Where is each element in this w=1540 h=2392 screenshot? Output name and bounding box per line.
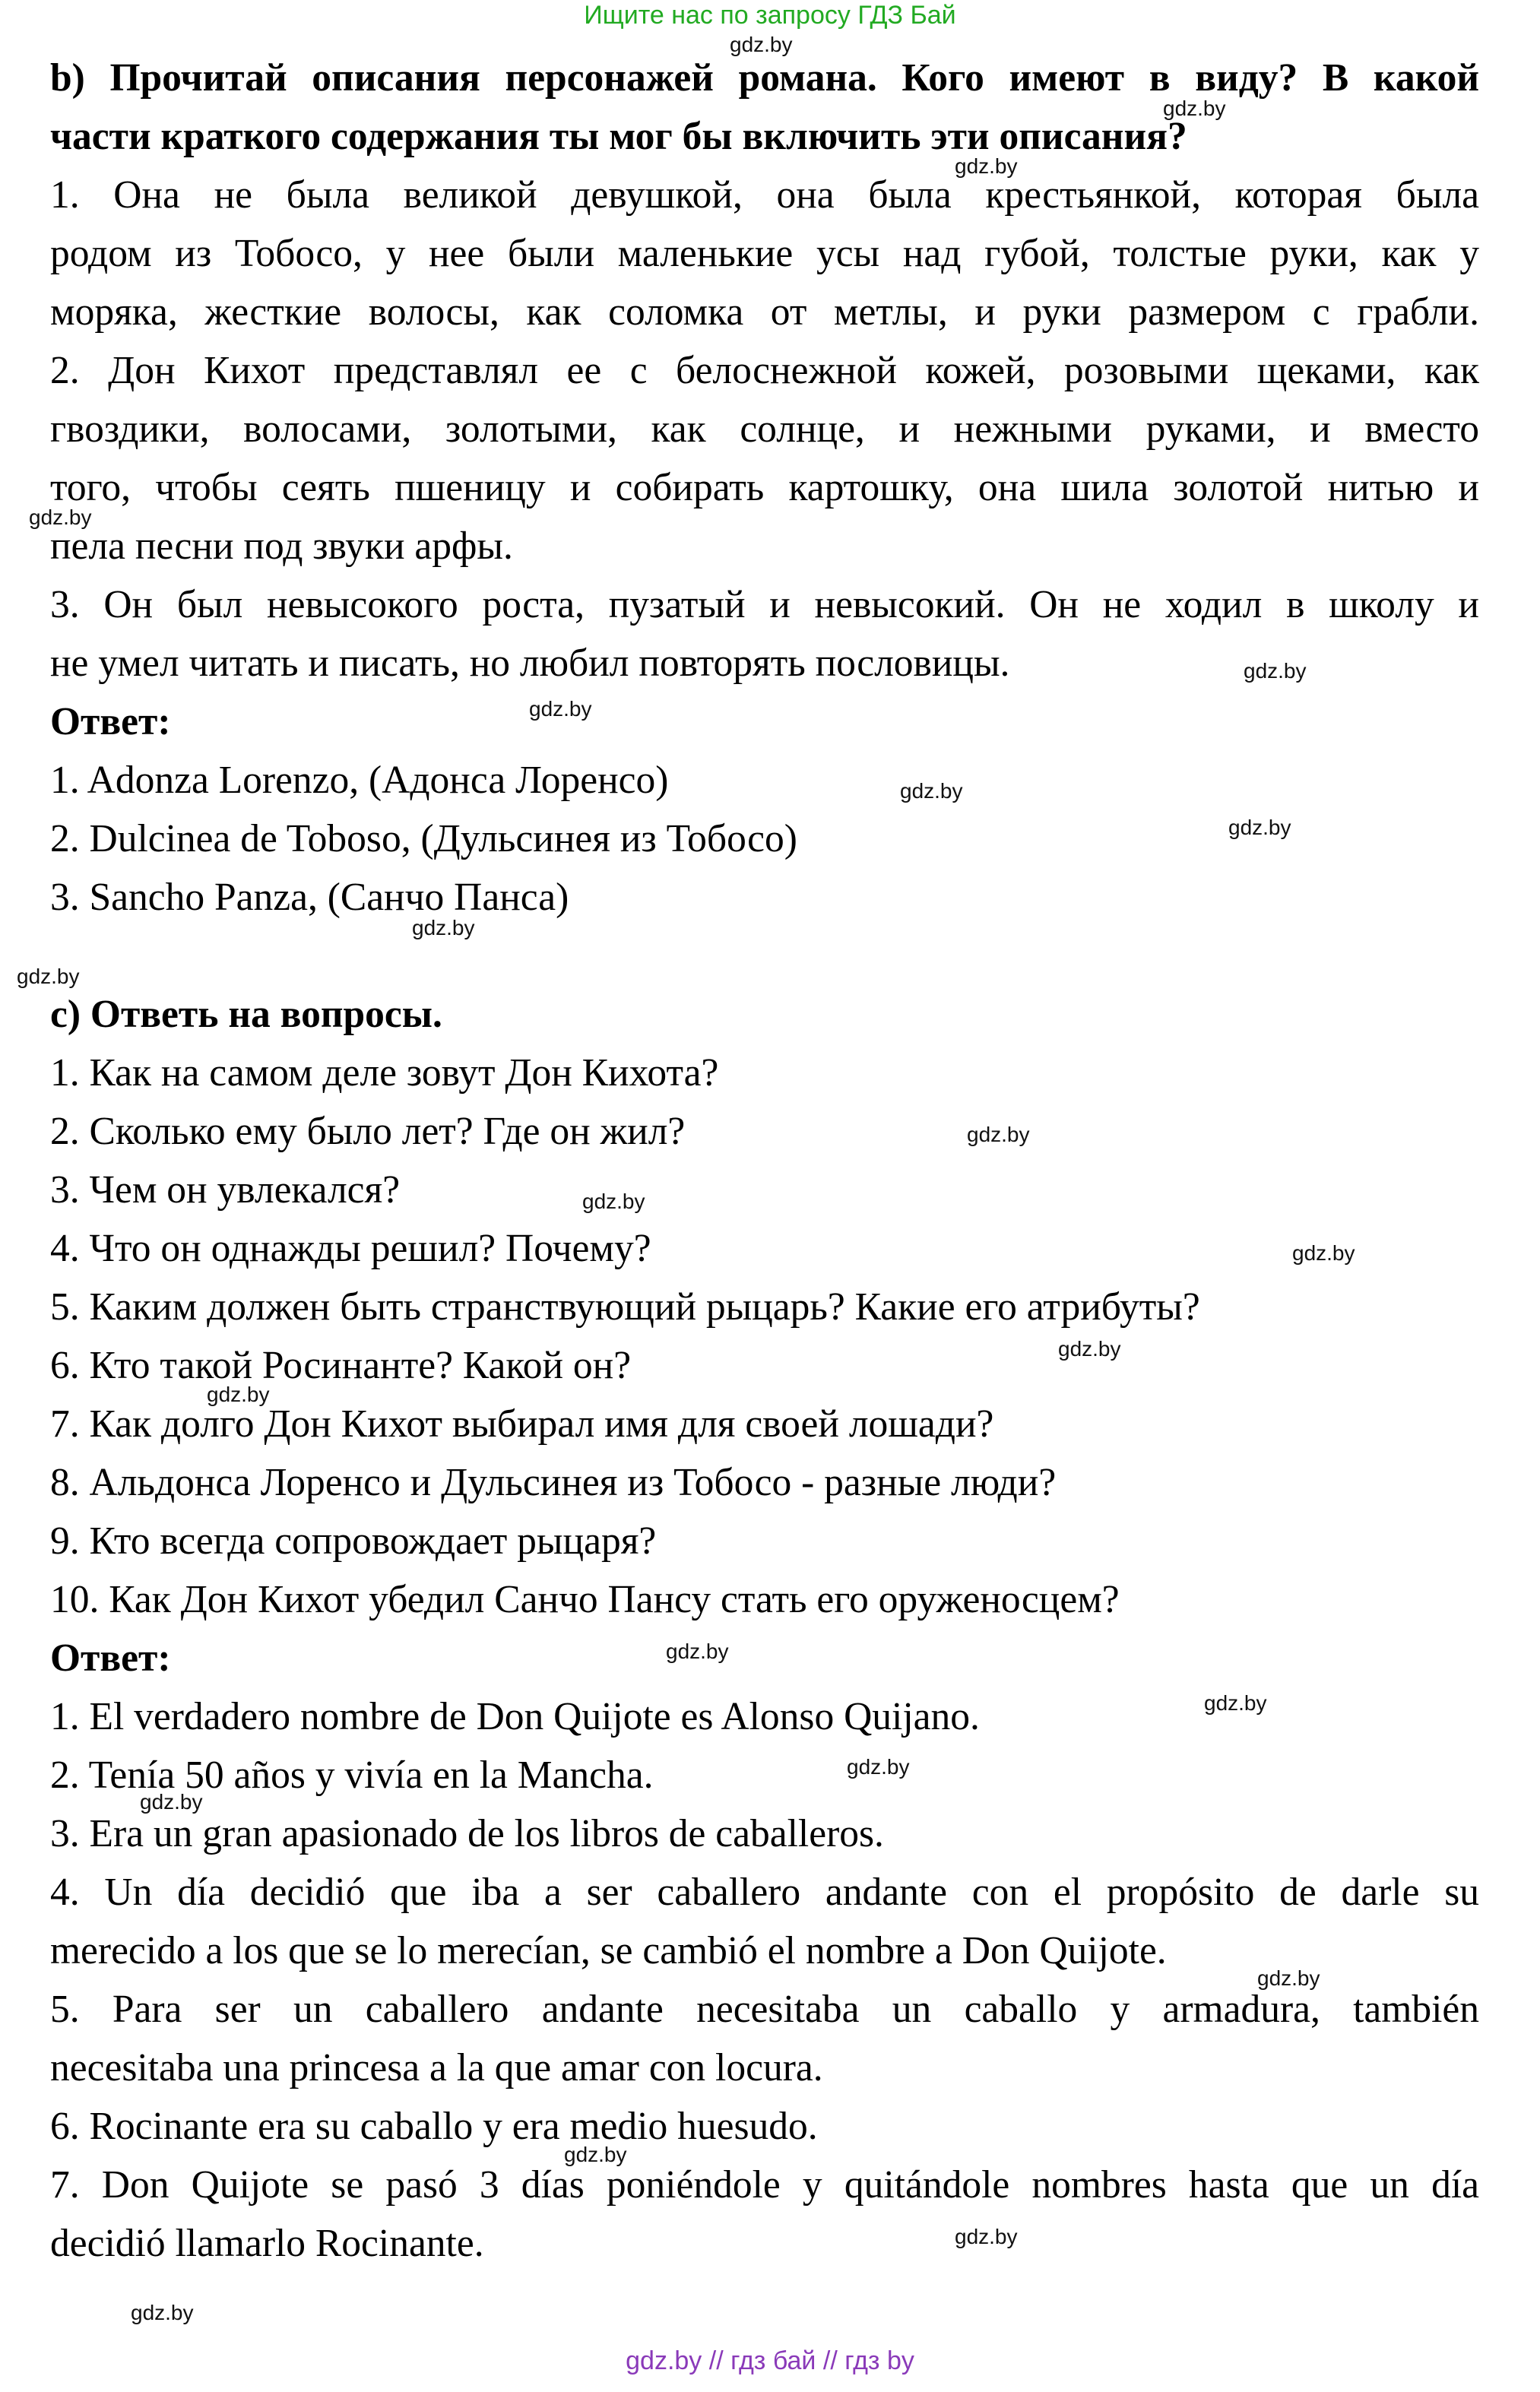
question-line: 2. Сколько ему было лет? Где он жил? bbox=[50, 1110, 686, 1153]
watermark: gdz.by bbox=[207, 1383, 270, 1406]
watermark: gdz.by bbox=[1228, 816, 1291, 839]
watermark: gdz.by bbox=[17, 965, 80, 988]
description-line: моряка, жесткие волосы, как соломка от метлы, и руки размером с грабли. bbox=[50, 290, 1479, 334]
question-line: 4. Что он однажды решил? Почему? bbox=[50, 1227, 651, 1270]
document-content bbox=[50, 49, 1479, 2273]
question-line: 5. Каким должен быть странствующий рыцарь? Какие его атрибуты? bbox=[50, 1285, 1200, 1329]
answer-line: 4. Un día decidió que iba a ser caballero andante con el propósito de darle su bbox=[50, 1871, 1479, 1914]
watermark: gdz.by bbox=[564, 2143, 627, 2166]
watermark: gdz.by bbox=[967, 1123, 1030, 1146]
answer-line: 3. Sancho Panza, (Санчо Панса) bbox=[50, 876, 569, 919]
section-b-heading-line: части краткого содержания ты мог бы включить эти описания? bbox=[50, 115, 1187, 158]
description-line: того, чтобы сеять пшеницу и собирать картошку, она шила золотой нитью и bbox=[50, 466, 1479, 509]
answer-line: necesitaba una princesa a la que amar con locura. bbox=[50, 2046, 823, 2089]
description-line: 3. Он был невысокого роста, пузатый и невысокий. Он не ходил в школу и bbox=[50, 583, 1479, 626]
watermark: gdz.by bbox=[29, 505, 92, 529]
watermark: gdz.by bbox=[847, 1755, 910, 1779]
question-line: 3. Чем он увлекался? bbox=[50, 1168, 401, 1212]
watermark: gdz.by bbox=[140, 1790, 203, 1814]
description-line: пела песни под звуки арфы. bbox=[50, 524, 513, 568]
question-line: 10. Как Дон Кихот убедил Санчо Пансу стать его оруженосцем? bbox=[50, 1578, 1120, 1621]
answer-line: merecido a los que se lo merecían, se cambió el nombre a Don Quijote. bbox=[50, 1929, 1167, 1972]
description-line: гвоздики, волосами, золотыми, как солнце, и нежными руками, и вместо bbox=[50, 407, 1479, 451]
watermark: gdz.by bbox=[412, 916, 475, 939]
watermark: gdz.by bbox=[131, 2301, 194, 2324]
watermark: gdz.by bbox=[1058, 1337, 1121, 1361]
question-line: 7. Как долго Дон Кихот выбирал имя для своей лошади? bbox=[50, 1402, 994, 1446]
answer-line: 1. Adonza Lorenzo, (Адонса Лоренсо) bbox=[50, 759, 669, 802]
watermark: gdz.by bbox=[730, 33, 793, 56]
watermark: gdz.by bbox=[1163, 97, 1226, 120]
question-line: 8. Альдонса Лоренсо и Дульсинея из Тобосо - разные люди? bbox=[50, 1461, 1057, 1504]
watermark: gdz.by bbox=[955, 2225, 1018, 2248]
answer-line: 1. El verdadero nombre de Don Quijote es Alonso Quijano. bbox=[50, 1695, 980, 1738]
answer-line: 2. Tenía 50 años y vivía en la Mancha. bbox=[50, 1754, 654, 1797]
watermark: gdz.by bbox=[666, 1640, 729, 1663]
question-line: 1. Как на самом деле зовут Дон Кихота? bbox=[50, 1051, 719, 1095]
section-b-heading-line: b) Прочитай описания персонажей романа. Кого имеют в виду? В какой bbox=[50, 56, 1479, 100]
watermark: gdz.by bbox=[1204, 1691, 1267, 1715]
description-line: не умел читать и писать, но любил повторять пословицы. bbox=[50, 642, 1010, 685]
answer-label: Ответ: bbox=[50, 700, 171, 743]
top-banner: Ищите нас по запросу ГДЗ Бай bbox=[584, 1, 956, 30]
answer-line: 6. Rocinante era su caballo y era medio huesudo. bbox=[50, 2105, 818, 2148]
watermark: gdz.by bbox=[1244, 659, 1307, 683]
answer-line: 2. Dulcinea de Toboso, (Дульсинея из Тобосо) bbox=[50, 817, 797, 860]
section-c-heading: с) Ответь на вопросы. bbox=[50, 993, 442, 1036]
bottom-banner: gdz.by // гдз бай // гдз by bbox=[626, 2346, 914, 2375]
watermark: gdz.by bbox=[582, 1190, 645, 1213]
answer-line: 5. Para ser un caballero andante necesitaba un caballo y armadura, también bbox=[50, 1988, 1479, 2031]
answer-line: 3. Era un gran apasionado de los libros de caballeros. bbox=[50, 1812, 884, 1855]
description-line: 1. Она не была великой девушкой, она была крестьянкой, которая была bbox=[50, 173, 1479, 217]
watermark: gdz.by bbox=[1292, 1241, 1355, 1265]
description-line: родом из Тобосо, у нее были маленькие усы над губой, толстые руки, как у bbox=[50, 232, 1479, 275]
watermark: gdz.by bbox=[955, 154, 1018, 178]
answer-line: decidió llamarlo Rocinante. bbox=[50, 2222, 484, 2265]
question-line: 6. Кто такой Росинанте? Какой он? bbox=[50, 1344, 632, 1387]
watermark: gdz.by bbox=[900, 779, 963, 803]
answer-label: Ответ: bbox=[50, 1636, 171, 1680]
spacer bbox=[50, 927, 1479, 985]
watermark: gdz.by bbox=[1257, 1966, 1320, 1990]
watermark: gdz.by bbox=[529, 697, 592, 721]
question-line: 9. Кто всегда сопровождает рыцаря? bbox=[50, 1519, 657, 1563]
answer-line: 7. Don Quijote se pasó 3 días poniéndole y quitándole nombres hasta que un día bbox=[50, 2163, 1479, 2207]
description-line: 2. Дон Кихот представлял ее с белоснежной кожей, розовыми щеками, как bbox=[50, 349, 1479, 392]
